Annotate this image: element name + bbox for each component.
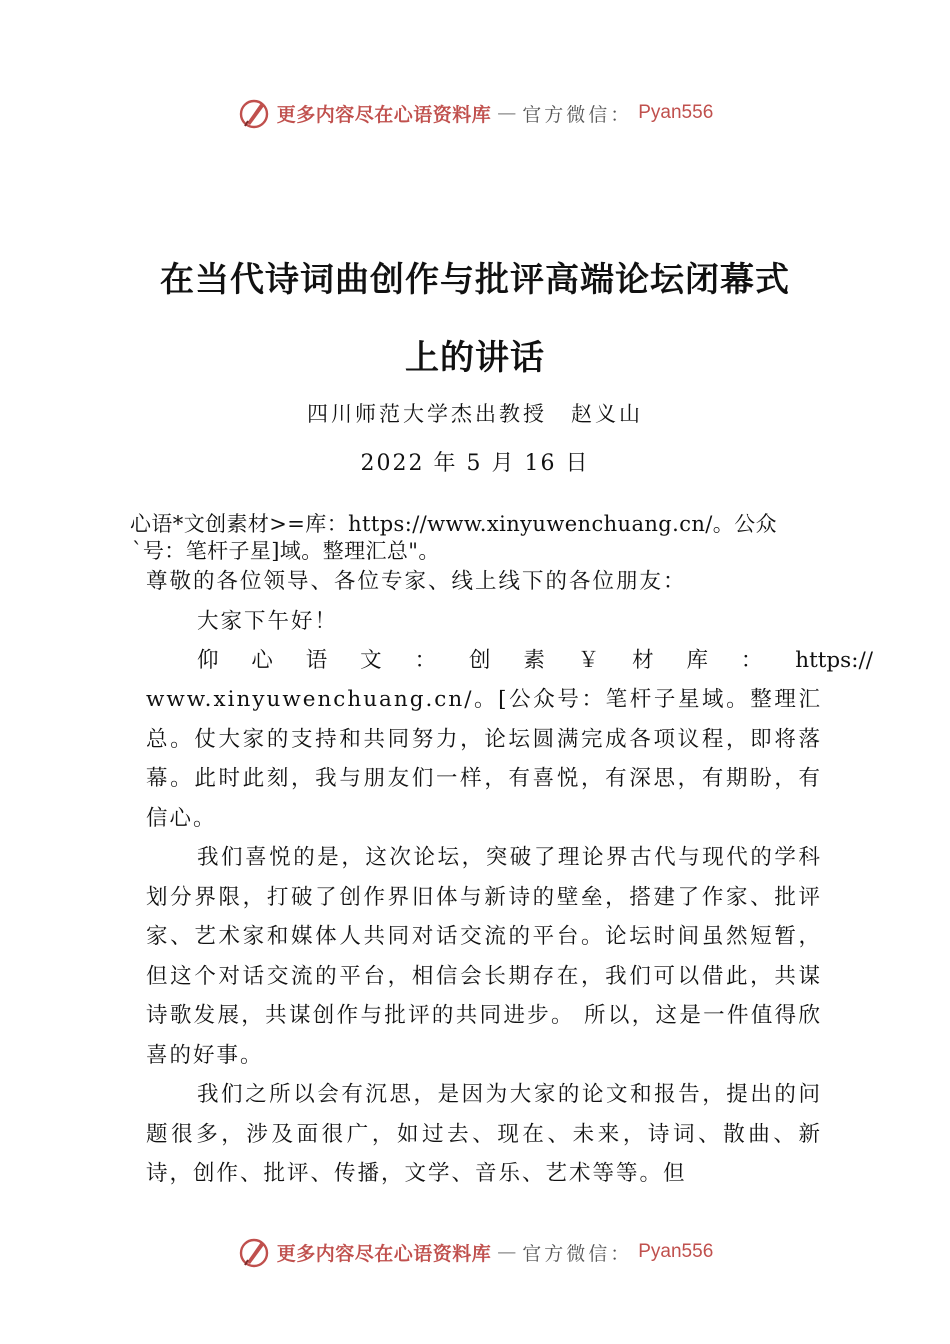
- watermark-line2: `号：笔杆子星]域。整理汇总"。: [132, 539, 440, 563]
- banner-prefix: 官方微信：: [522, 103, 633, 126]
- document-author: 四川师范大学杰出教授 赵义山: [307, 402, 643, 426]
- watermark-line1: 心语*文创素材>=库：https://www.xinyuwenchuang.cn/。公众: [130, 512, 777, 536]
- p1-char: https://: [795, 648, 873, 673]
- paragraph-2: 我们喜悦的是，这次论坛，突破了理论界古代与现代的学科划分界限，打破了创作界旧体与新诗的壁垒，搭建了作家、批评家、艺术家和媒体人共同对话交流的平台。论坛时间虽然短暂，但这个对话交流的平台，相信会长期存在，我们可以借此，共谋诗歌发展，共谋创作与批评的共同进步。 所以，这是一件值得欣喜的好事。: [146, 845, 822, 1068]
- p1-char: 库: [686, 648, 709, 673]
- document-title-line2: 上的讲话: [405, 338, 545, 378]
- p1-char: 心: [251, 648, 273, 673]
- footer-banner: [0, 1232, 950, 1272]
- banner-separator: —: [497, 102, 517, 124]
- quill-pen-icon: [237, 96, 271, 130]
- quill-pen-icon: [237, 1235, 271, 1269]
- paragraph-3: 我们之所以会有沉思，是因为大家的论文和报告，提出的问题很多，涉及面很广，如过去、现在、未来，诗词、散曲、新诗，创作、批评、传播，文学、音乐、艺术等等。但: [146, 1082, 822, 1186]
- p1-char: 创: [468, 648, 491, 673]
- banner-prefix: 官方微信：: [522, 1242, 633, 1265]
- paragraph-1-body: www.xinyuwenchuang.cn/。[公众号：笔杆子星域。整理汇总。仗大家的支持和共同努力，论坛圆满完成各项议程，即将落幕。此时此刻，我与朋友们一样，有喜悦，有深思，有期盼，有信心。: [146, 687, 822, 831]
- banner-main-text: 更多内容尽在心语资料库: [276, 103, 492, 126]
- p1-char: 文: [360, 648, 382, 673]
- p1-char: ：: [740, 648, 763, 673]
- p1-char: ￥: [577, 648, 600, 673]
- hello-paragraph: 大家下午好！: [197, 609, 339, 634]
- p1-char: 仰: [197, 648, 219, 673]
- p1-char: 素: [523, 648, 545, 673]
- p1-char: 语: [305, 648, 328, 673]
- header-banner: [0, 93, 950, 133]
- banner-main-text: 更多内容尽在心语资料库: [276, 1242, 492, 1265]
- p1-char: ：: [414, 648, 437, 673]
- paragraph-1-first-line: [146, 641, 873, 681]
- banner-wechat-id: Pyan556: [638, 1241, 714, 1262]
- banner-separator: —: [497, 1241, 517, 1263]
- p1-char: 材: [632, 648, 654, 673]
- document-date: 2022 年 5 月 16 日: [360, 451, 590, 476]
- document-title-line1: 在当代诗词曲创作与批评高端论坛闭幕式: [160, 260, 790, 300]
- banner-wechat-id: Pyan556: [638, 102, 714, 123]
- greeting-paragraph: 尊敬的各位领导、各位专家、线上线下的各位朋友：: [146, 569, 687, 594]
